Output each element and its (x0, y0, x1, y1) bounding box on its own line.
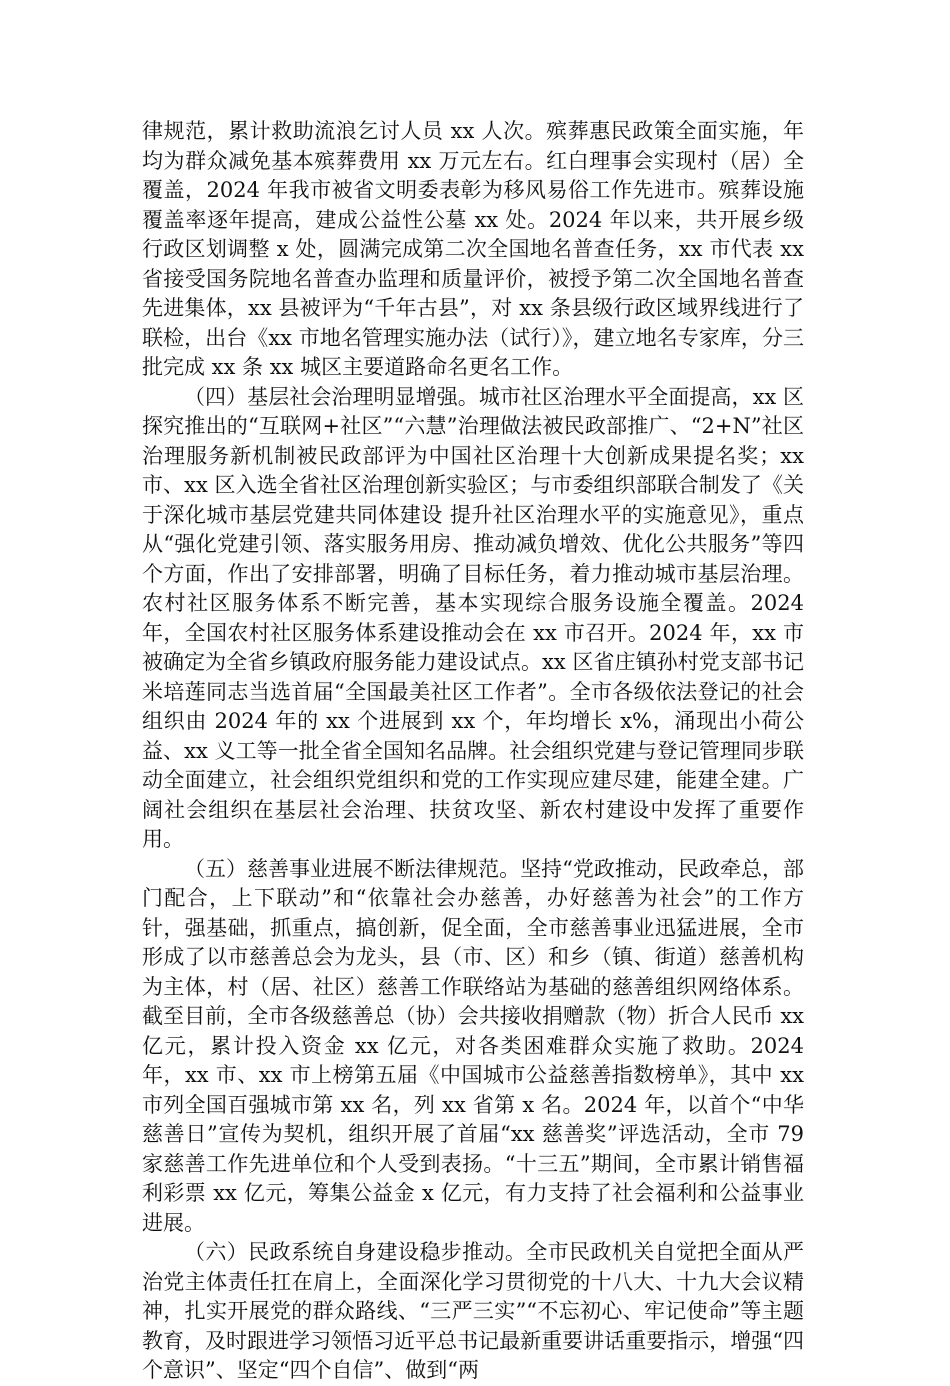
paragraph-continuation: 律规范，累计救助流浪乞讨人员 xx 人次。殡葬惠民政策全面实施，年均为群众减免基本殡葬费用 xx 万元左右。红白理事会实现村（居）全覆盖，2024 年我市被省文明委表彰为移风易俗工作先进市。殡葬设施覆盖率逐年提高，建成公益性公墓 xx 处。2024 年以来，共开展乡级行政区划调整 x 处，圆满完成第二次全国地名普查任务，xx 市代表 xx 省接受国务院地名普查办监理和质量评价，被授予第二次全国地名普查先进集体，xx 县被评为“千年古县”，对 xx 条县级行政区域界线进行了联检，出台《xx 市地名管理实施办法（试行）》，建立地名专家库，分三批完成 xx 条 xx 城区主要道路命名更名工作。 (142, 119, 804, 379)
paragraph-grassroots-governance: （四）基层社会治理明显增强。城市社区治理水平全面提高，xx 区探究推出的“互联网+社区”“六慧”治理做法被民政部推广、“2+N”社区治理服务新机制被民政部评为中国社区治理十大创新成果提名奖；xx 市、xx 区入选全省社区治理创新实验区；与市委组织部联合制发了《关于深化城市基层党建共同体建设 提升社区治理水平的实施意见》，重点从“强化党建引领、落实服务用房、推动减负增效、优化公共服务”等四个方面，作出了安排部署，明确了目标任务，着力推动城市基层治理。农村社区服务体系不断完善，基本实现综合服务设施全覆盖。2024 年，全国农村社区服务体系建设推动会在 xx 市召开。2024 年，xx 市被确定为全省乡镇政府服务能力建设试点。xx 区省庄镇孙村党支部书记米培莲同志当选首届“全国最美社区工作者”。全市各级依法登记的社会组织由 2024 年的 xx 个进展到 xx 个，年均增长 x%，涌现出小荷公益、xx 义工等一批全省全国知名品牌。社会组织党建与登记管理同步联动全面建立，社会组织党组织和党的工作实现应建尽建，能建全建。广阔社会组织在基层社会治理、扶贫攻坚、新农村建设中发挥了重要作用。 (142, 384, 804, 851)
paragraph-system-building: （六）民政系统自身建设稳步推动。全市民政机关自觉把全面从严治党主体责任扛在肩上，全面深化学习贯彻党的十八大、十九大会议精神，扎实开展党的群众路线、“三严三实”“不忘初心、牢记使命”等主题教育，及时跟进学习领悟习近平总书记最新重要讲话重要指示，增强“四个意识”、坚定“四个自信”、做到“两 (142, 1240, 804, 1382)
paragraph-charity: （五）慈善事业进展不断法律规范。坚持“党政推动，民政牵总，部门配合，上下联动”和“依靠社会办慈善，办好慈善为社会”的工作方针，强基础，抓重点，搞创新，促全面，全市慈善事业迅猛进展，全市形成了以市慈善总会为龙头，县（市、区）和乡（镇、街道）慈善机构为主体，村（居、社区）慈善工作联络站为基础的慈善组织网络体系。截至目前，全市各级慈善总（协）会共接收捐赠款（物）折合人民币 xx 亿元，累计投入资金 xx 亿元，对各类困难群众实施了救助。2024 年，xx 市、xx 市上榜第五届《中国城市公益慈善指数榜单》，其中 xx 市列全国百强城市第 xx 名，列 xx 省第 x 名。2024 年，以首个“中华慈善日”宣传为契机，组织开展了首届“xx 慈善奖”评选活动，全市 79 家慈善工作先进单位和个人受到表扬。“十三五”期间，全市累计销售福利彩票 xx 亿元，筹集公益金 x 亿元，有力支持了社会福利和公益事业进展。 (142, 856, 804, 1235)
document-body (142, 117, 804, 1386)
